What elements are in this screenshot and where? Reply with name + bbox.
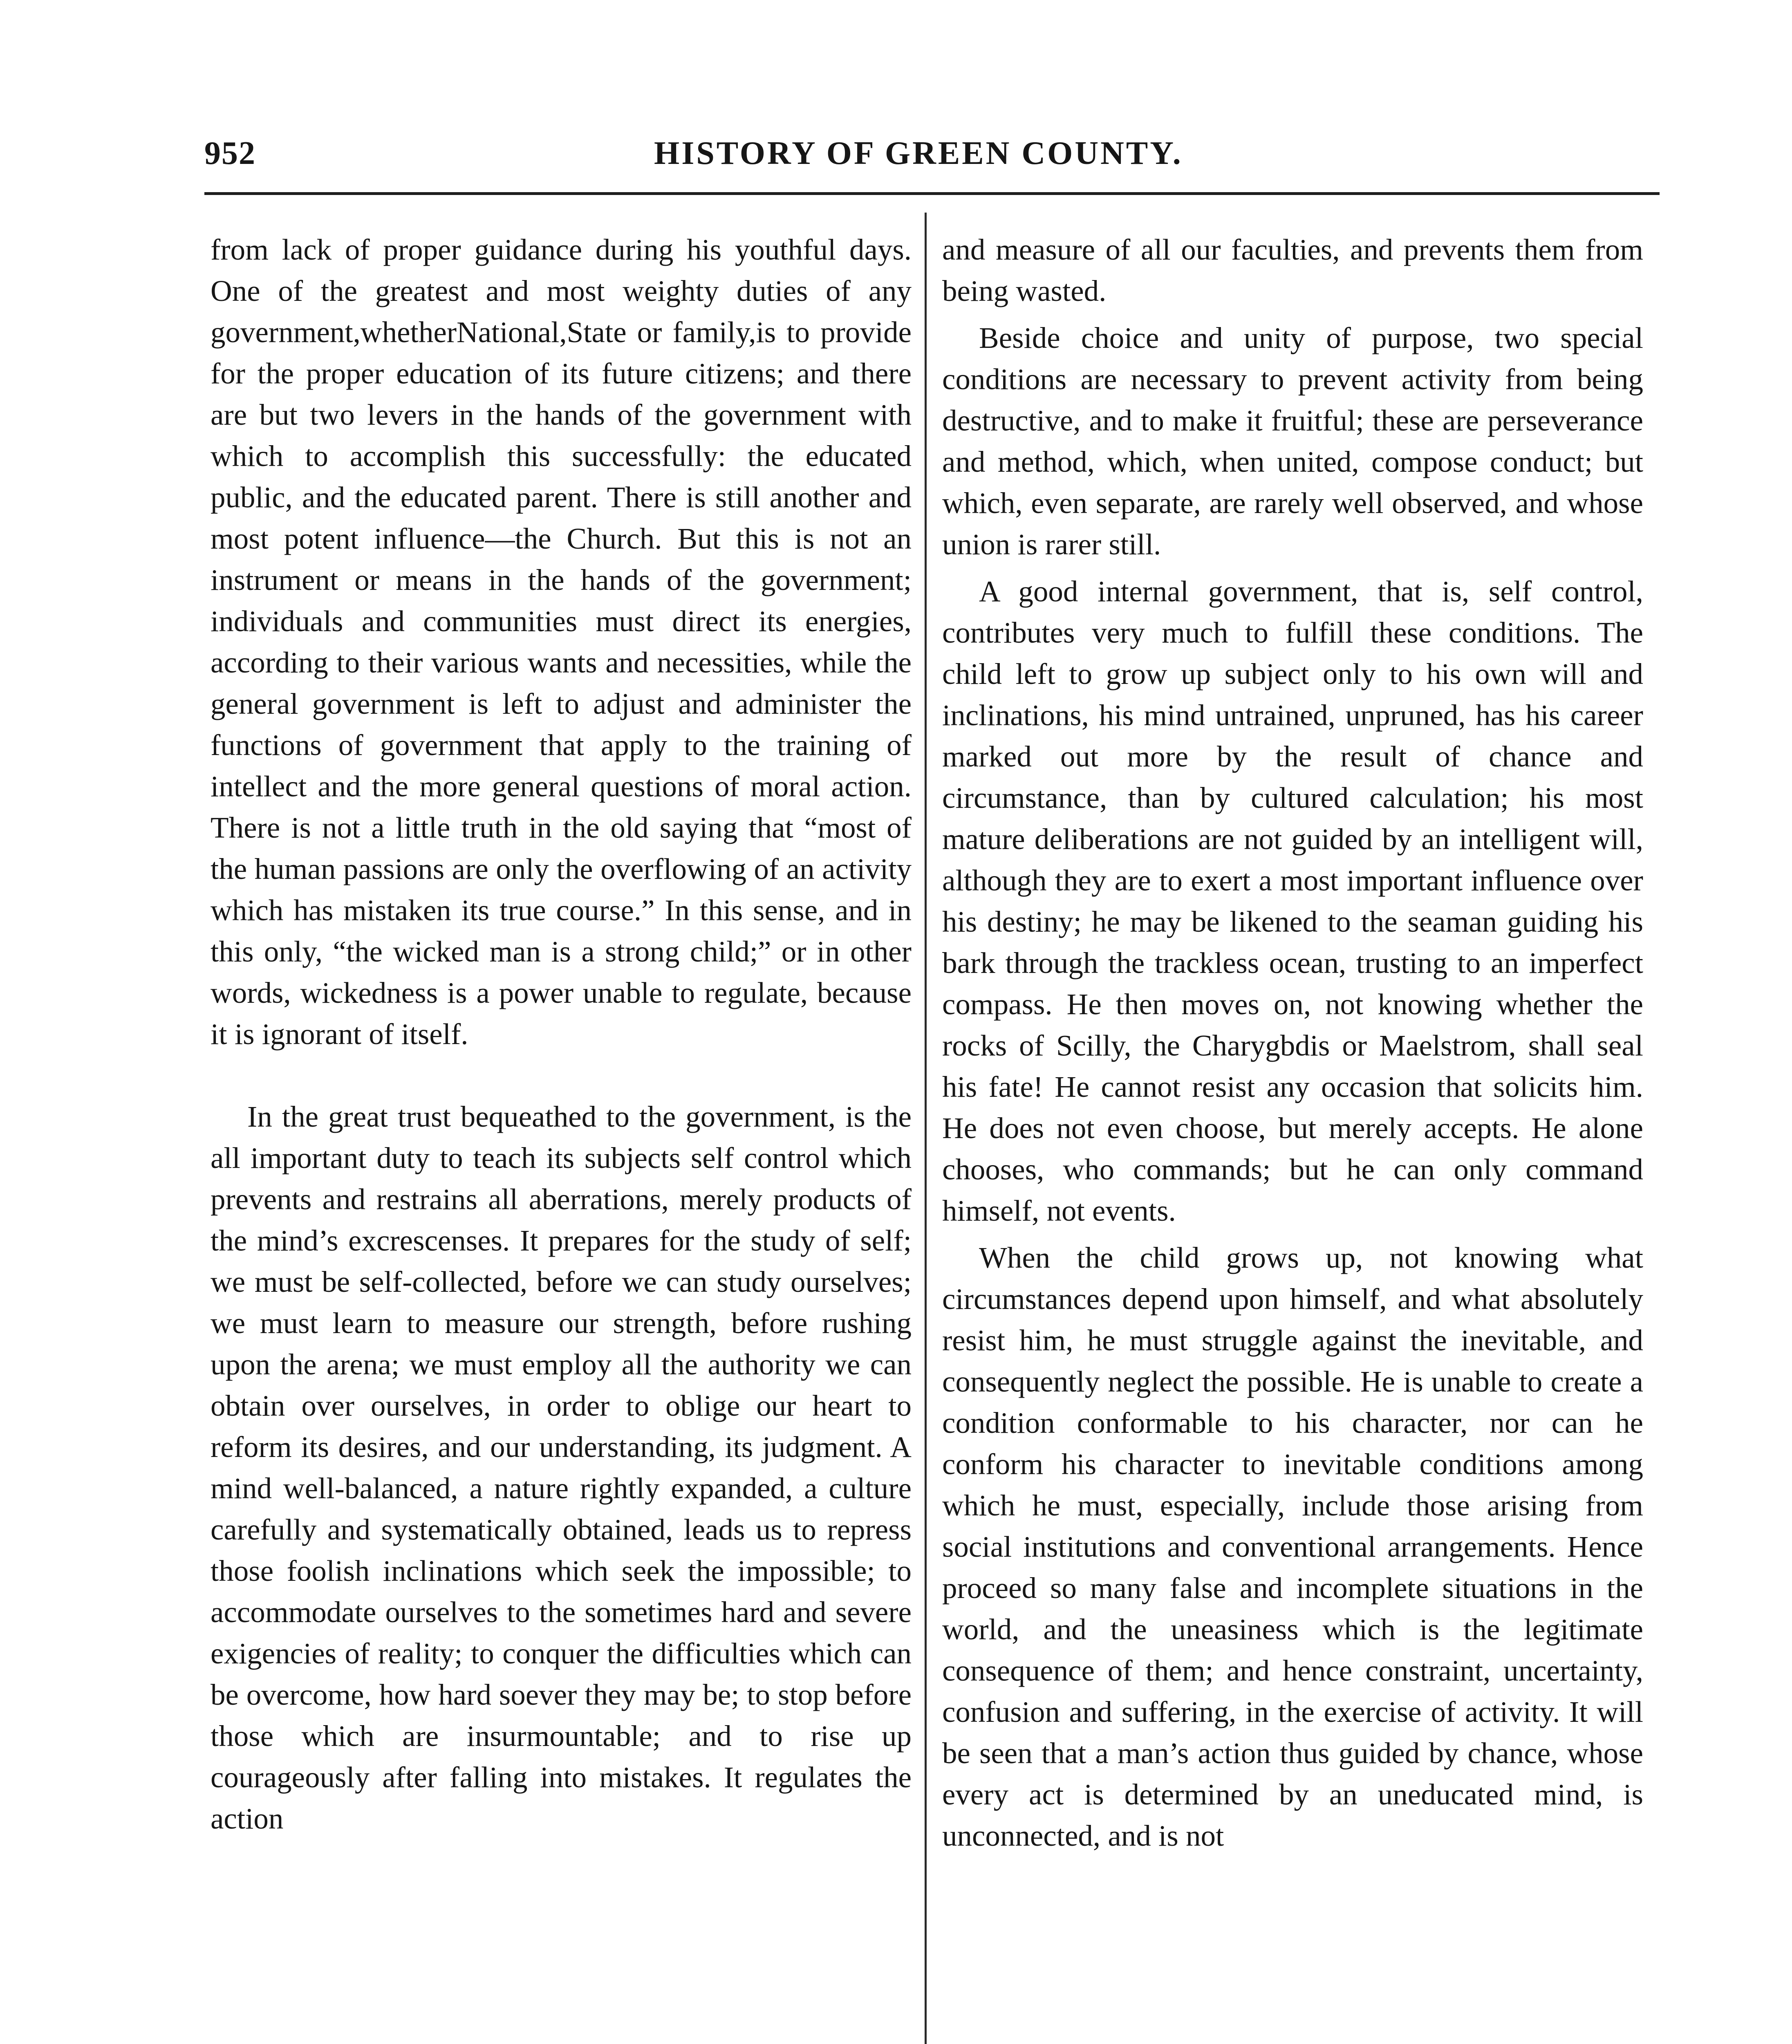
right-paragraph-1: and measure of all our faculties, and prevents them from being wasted.: [942, 233, 1643, 307]
column-divider: [925, 213, 927, 2044]
right-paragraph-4: When the child grows up, not knowing what circumstances depend upon himself, and what absolutely resist him, he must struggle against the inevitable, and consequently neglect the possible. He is unable to create a condition conformable to his character, nor can he conform his character to inevitable conditions among which he must, especially, include those arising from social institutions and conventional arrangements. Hence proceed so many false and incomplete situations in the world, and the uneasiness which is the legitimate consequence of them; and hence constraint, uncertainty, confusion and suffering, in the exercise of activity. It will be seen that a man’s action thus guided by chance, whose every act is determined by an uneducated mind, is unconnected, and is not: [942, 1241, 1643, 1852]
left-paragraph-1: from lack of proper guidance during his youthful days. One of the greatest and most weighty duties of any government,whetherNational,State or family,is to provide for the proper education of its future citizens; and there are but two levers in the hands of the government with which to accomplish this successfully: the educated public, and the educated parent. There is still another and most potent influence—the Church. But this is not an instrument or means in the hands of the government; individuals and communities must direct its energies, according to their various wants and necessities, while the general government is left to adjust and administer the functions of government that apply to the training of intellect and the more general questions of moral action. There is not a little truth in the old saying that “most of the human passions are only the overflowing of an activity which has mistaken its true course.” In this sense, and in this only, “the wicked man is a strong child;” or in other words, wickedness is a power unable to regulate, because it is ignorant of itself.: [211, 233, 912, 1051]
right-paragraph-3: A good internal government, that is, self control, contributes very much to fulfill these conditions. The child left to grow up subject only to his own will and inclinations, his mind untrained, unpruned, has his career marked out more by the result of chance and circumstance, than by cultured calculation; his most mature deliberations are not guided by an intelligent will, although they are to exert a most important influence over his destiny; he may be likened to the seaman guiding his bark through the trackless ocean, trusting to an imperfect compass. He then moves on, not knowing whether the rocks of Scilly, the Charygbdis or Maelstrom, shall seal his fate! He cannot resist any occasion that solicits him. He does not even choose, but merely accepts. He alone chooses, who commands; but he can only command himself, not events.: [942, 575, 1643, 1227]
left-column: [211, 229, 912, 1839]
right-column: [942, 229, 1643, 1856]
header-rule: [204, 192, 1660, 195]
left-paragraph-2: In the great trust bequeathed to the government, is the all important duty to teach its subjects self control which prevents and restrains all aberrations, merely products of the mind’s excrescenses. It prepares for the study of self; we must be self-collected, before we can study ourselves; we must learn to measure our strength, before rushing upon the arena; we must employ all the authority we can obtain over ourselves, in order to oblige our heart to reform its desires, and our understanding, its judgment. A mind well-balanced, a nature rightly expanded, a culture carefully and systematically obtained, leads us to repress those foolish inclinations which seek the impossible; to accommodate ourselves to the sometimes hard and severe exigencies of reality; to conquer the difficulties which can be overcome, how hard soever they may be; to stop before those which are insurmountable; and to rise up courageously after falling into mistakes. It regulates the action: [211, 1100, 912, 1835]
page-number: 952: [204, 135, 256, 171]
page-header: [204, 135, 1660, 184]
right-paragraph-2: Beside choice and unity of purpose, two special conditions are necessary to prevent activity from being destructive, and to make it fruitful; these are perseverance and method, which, when united, compose conduct; but which, even separate, are rarely well observed, and whose union is rarer still.: [942, 321, 1643, 561]
running-title: HISTORY OF GREEN COUNTY.: [654, 135, 1183, 171]
